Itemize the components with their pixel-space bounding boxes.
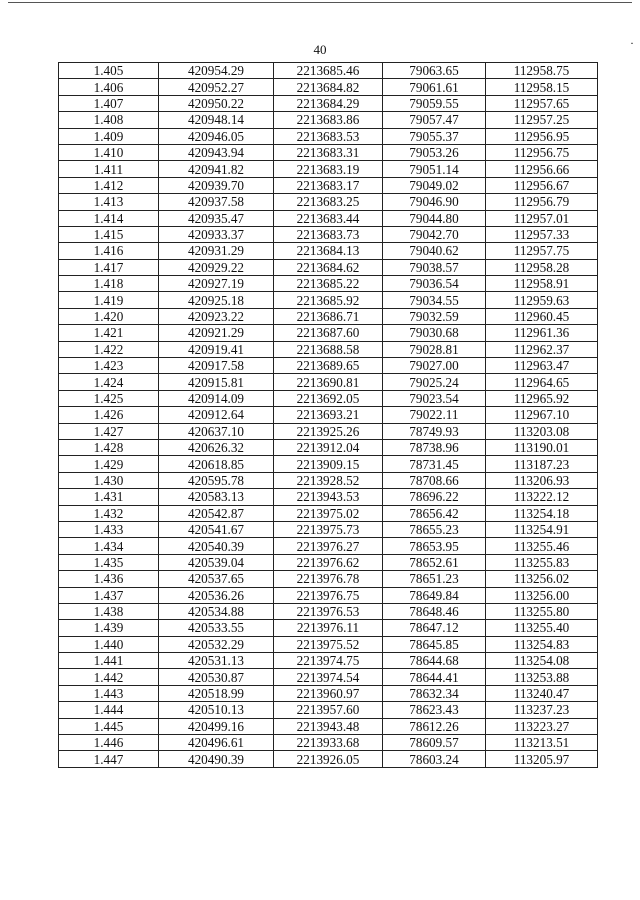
point-number-cell: 1.433 <box>59 521 159 537</box>
y-coordinate-cell: 2213689.65 <box>274 358 383 374</box>
local-y-cell: 113190.01 <box>486 439 598 455</box>
point-number-cell: 1.434 <box>59 538 159 554</box>
table-row <box>59 79 598 95</box>
table-row <box>59 653 598 669</box>
point-number-cell: 1.409 <box>59 128 159 144</box>
y-coordinate-cell: 2213928.52 <box>274 472 383 488</box>
point-number-cell: 1.418 <box>59 276 159 292</box>
point-number-cell: 1.426 <box>59 407 159 423</box>
table-row <box>59 177 598 193</box>
y-coordinate-cell: 2213933.68 <box>274 735 383 751</box>
point-number-cell: 1.437 <box>59 587 159 603</box>
local-y-cell: 113237.23 <box>486 702 598 718</box>
point-number-cell: 1.447 <box>59 751 159 767</box>
local-y-cell: 113203.08 <box>486 423 598 439</box>
point-number-cell: 1.445 <box>59 718 159 734</box>
table-row <box>59 63 598 79</box>
local-y-cell: 112957.25 <box>486 112 598 128</box>
local-y-cell: 112958.75 <box>486 63 598 79</box>
local-x-cell: 78652.61 <box>383 554 486 570</box>
local-x-cell: 79023.54 <box>383 390 486 406</box>
y-coordinate-cell: 2213687.60 <box>274 325 383 341</box>
local-y-cell: 113205.97 <box>486 751 598 767</box>
x-coordinate-cell: 420915.81 <box>159 374 274 390</box>
local-x-cell: 79027.00 <box>383 358 486 374</box>
local-y-cell: 112962.37 <box>486 341 598 357</box>
table-row <box>59 194 598 210</box>
point-number-cell: 1.435 <box>59 554 159 570</box>
local-x-cell: 78645.85 <box>383 636 486 652</box>
point-number-cell: 1.443 <box>59 685 159 701</box>
y-coordinate-cell: 2213688.58 <box>274 341 383 357</box>
local-x-cell: 78647.12 <box>383 620 486 636</box>
x-coordinate-cell: 420919.41 <box>159 341 274 357</box>
y-coordinate-cell: 2213683.19 <box>274 161 383 177</box>
x-coordinate-cell: 420941.82 <box>159 161 274 177</box>
x-coordinate-cell: 420532.29 <box>159 636 274 652</box>
table-row <box>59 685 598 701</box>
point-number-cell: 1.424 <box>59 374 159 390</box>
local-x-cell: 79046.90 <box>383 194 486 210</box>
local-y-cell: 113213.51 <box>486 735 598 751</box>
x-coordinate-cell: 420952.27 <box>159 79 274 95</box>
corner-mark: · <box>630 36 634 50</box>
x-coordinate-cell: 420933.37 <box>159 226 274 242</box>
local-x-cell: 78653.95 <box>383 538 486 554</box>
y-coordinate-cell: 2213912.04 <box>274 439 383 455</box>
point-number-cell: 1.427 <box>59 423 159 439</box>
local-y-cell: 112965.92 <box>486 390 598 406</box>
x-coordinate-cell: 420531.13 <box>159 653 274 669</box>
coordinates-table-body <box>59 63 598 768</box>
x-coordinate-cell: 420542.87 <box>159 505 274 521</box>
table-row <box>59 521 598 537</box>
page-number: 40 <box>313 42 327 57</box>
x-coordinate-cell: 420496.61 <box>159 735 274 751</box>
local-x-cell: 79059.55 <box>383 95 486 111</box>
point-number-cell: 1.440 <box>59 636 159 652</box>
local-y-cell: 112956.95 <box>486 128 598 144</box>
local-y-cell: 113240.47 <box>486 685 598 701</box>
local-x-cell: 79028.81 <box>383 341 486 357</box>
local-x-cell: 79055.37 <box>383 128 486 144</box>
table-row <box>59 112 598 128</box>
local-y-cell: 113254.18 <box>486 505 598 521</box>
local-x-cell: 78632.34 <box>383 685 486 701</box>
x-coordinate-cell: 420931.29 <box>159 243 274 259</box>
local-x-cell: 79036.54 <box>383 276 486 292</box>
local-x-cell: 78651.23 <box>383 571 486 587</box>
y-coordinate-cell: 2213976.78 <box>274 571 383 587</box>
local-x-cell: 78644.68 <box>383 653 486 669</box>
table-row <box>59 571 598 587</box>
x-coordinate-cell: 420533.55 <box>159 620 274 636</box>
local-x-cell: 79053.26 <box>383 144 486 160</box>
table-row <box>59 751 598 767</box>
local-y-cell: 113255.46 <box>486 538 598 554</box>
y-coordinate-cell: 2213976.11 <box>274 620 383 636</box>
point-number-cell: 1.431 <box>59 489 159 505</box>
local-y-cell: 112960.45 <box>486 308 598 324</box>
y-coordinate-cell: 2213690.81 <box>274 374 383 390</box>
table-row <box>59 718 598 734</box>
point-number-cell: 1.414 <box>59 210 159 226</box>
local-y-cell: 113187.23 <box>486 456 598 472</box>
local-y-cell: 113222.12 <box>486 489 598 505</box>
y-coordinate-cell: 2213683.31 <box>274 144 383 160</box>
local-y-cell: 112956.79 <box>486 194 598 210</box>
local-x-cell: 79032.59 <box>383 308 486 324</box>
local-y-cell: 113253.88 <box>486 669 598 685</box>
y-coordinate-cell: 2213684.62 <box>274 259 383 275</box>
y-coordinate-cell: 2213685.22 <box>274 276 383 292</box>
y-coordinate-cell: 2213943.48 <box>274 718 383 734</box>
y-coordinate-cell: 2213943.53 <box>274 489 383 505</box>
table-row <box>59 390 598 406</box>
point-number-cell: 1.405 <box>59 63 159 79</box>
x-coordinate-cell: 420939.70 <box>159 177 274 193</box>
local-x-cell: 79025.24 <box>383 374 486 390</box>
y-coordinate-cell: 2213925.26 <box>274 423 383 439</box>
table-row <box>59 210 598 226</box>
table-row <box>59 472 598 488</box>
y-coordinate-cell: 2213976.75 <box>274 587 383 603</box>
local-x-cell: 79049.02 <box>383 177 486 193</box>
local-x-cell: 78749.93 <box>383 423 486 439</box>
local-x-cell: 79051.14 <box>383 161 486 177</box>
local-x-cell: 79040.62 <box>383 243 486 259</box>
coordinates-table <box>58 62 598 768</box>
x-coordinate-cell: 420935.47 <box>159 210 274 226</box>
x-coordinate-cell: 420912.64 <box>159 407 274 423</box>
local-y-cell: 112958.28 <box>486 259 598 275</box>
point-number-cell: 1.423 <box>59 358 159 374</box>
y-coordinate-cell: 2213976.62 <box>274 554 383 570</box>
table-row <box>59 95 598 111</box>
point-number-cell: 1.411 <box>59 161 159 177</box>
y-coordinate-cell: 2213683.17 <box>274 177 383 193</box>
x-coordinate-cell: 420937.58 <box>159 194 274 210</box>
y-coordinate-cell: 2213683.53 <box>274 128 383 144</box>
point-number-cell: 1.413 <box>59 194 159 210</box>
x-coordinate-cell: 420914.09 <box>159 390 274 406</box>
table-row <box>59 489 598 505</box>
point-number-cell: 1.439 <box>59 620 159 636</box>
point-number-cell: 1.416 <box>59 243 159 259</box>
y-coordinate-cell: 2213683.25 <box>274 194 383 210</box>
point-number-cell: 1.410 <box>59 144 159 160</box>
table-row <box>59 226 598 242</box>
local-x-cell: 79030.68 <box>383 325 486 341</box>
point-number-cell: 1.438 <box>59 603 159 619</box>
point-number-cell: 1.412 <box>59 177 159 193</box>
x-coordinate-cell: 420539.04 <box>159 554 274 570</box>
table-row <box>59 505 598 521</box>
local-y-cell: 113254.08 <box>486 653 598 669</box>
table-row <box>59 538 598 554</box>
table-row <box>59 144 598 160</box>
y-coordinate-cell: 2213975.52 <box>274 636 383 652</box>
y-coordinate-cell: 2213685.46 <box>274 63 383 79</box>
x-coordinate-cell: 420518.99 <box>159 685 274 701</box>
local-y-cell: 113254.91 <box>486 521 598 537</box>
point-number-cell: 1.419 <box>59 292 159 308</box>
x-coordinate-cell: 420499.16 <box>159 718 274 734</box>
y-coordinate-cell: 2213909.15 <box>274 456 383 472</box>
point-number-cell: 1.406 <box>59 79 159 95</box>
table-row <box>59 423 598 439</box>
table-row <box>59 439 598 455</box>
y-coordinate-cell: 2213976.27 <box>274 538 383 554</box>
table-row <box>59 407 598 423</box>
table-row <box>59 128 598 144</box>
local-x-cell: 79061.61 <box>383 79 486 95</box>
local-y-cell: 112958.15 <box>486 79 598 95</box>
local-y-cell: 113255.80 <box>486 603 598 619</box>
y-coordinate-cell: 2213926.05 <box>274 751 383 767</box>
y-coordinate-cell: 2213960.97 <box>274 685 383 701</box>
x-coordinate-cell: 420541.67 <box>159 521 274 537</box>
x-coordinate-cell: 420534.88 <box>159 603 274 619</box>
local-y-cell: 112957.33 <box>486 226 598 242</box>
point-number-cell: 1.441 <box>59 653 159 669</box>
x-coordinate-cell: 420921.29 <box>159 325 274 341</box>
local-y-cell: 112959.63 <box>486 292 598 308</box>
point-number-cell: 1.428 <box>59 439 159 455</box>
x-coordinate-cell: 420536.26 <box>159 587 274 603</box>
x-coordinate-cell: 420510.13 <box>159 702 274 718</box>
local-y-cell: 113206.93 <box>486 472 598 488</box>
y-coordinate-cell: 2213684.82 <box>274 79 383 95</box>
y-coordinate-cell: 2213975.02 <box>274 505 383 521</box>
x-coordinate-cell: 420943.94 <box>159 144 274 160</box>
x-coordinate-cell: 420917.58 <box>159 358 274 374</box>
point-number-cell: 1.415 <box>59 226 159 242</box>
table-row <box>59 636 598 652</box>
local-x-cell: 79063.65 <box>383 63 486 79</box>
x-coordinate-cell: 420583.13 <box>159 489 274 505</box>
point-number-cell: 1.442 <box>59 669 159 685</box>
x-coordinate-cell: 420948.14 <box>159 112 274 128</box>
local-x-cell: 78738.96 <box>383 439 486 455</box>
x-coordinate-cell: 420618.85 <box>159 456 274 472</box>
y-coordinate-cell: 2213974.54 <box>274 669 383 685</box>
x-coordinate-cell: 420929.22 <box>159 259 274 275</box>
local-y-cell: 113256.02 <box>486 571 598 587</box>
local-y-cell: 112964.65 <box>486 374 598 390</box>
local-x-cell: 78612.26 <box>383 718 486 734</box>
point-number-cell: 1.429 <box>59 456 159 472</box>
table-row <box>59 587 598 603</box>
x-coordinate-cell: 420530.87 <box>159 669 274 685</box>
x-coordinate-cell: 420490.39 <box>159 751 274 767</box>
y-coordinate-cell: 2213683.86 <box>274 112 383 128</box>
local-y-cell: 113256.00 <box>486 587 598 603</box>
local-y-cell: 112958.91 <box>486 276 598 292</box>
local-x-cell: 78731.45 <box>383 456 486 472</box>
local-x-cell: 79038.57 <box>383 259 486 275</box>
local-x-cell: 78708.66 <box>383 472 486 488</box>
local-x-cell: 78609.57 <box>383 735 486 751</box>
table-row <box>59 620 598 636</box>
local-y-cell: 113255.83 <box>486 554 598 570</box>
local-x-cell: 78655.23 <box>383 521 486 537</box>
table-row <box>59 456 598 472</box>
local-x-cell: 78696.22 <box>383 489 486 505</box>
local-x-cell: 78603.24 <box>383 751 486 767</box>
y-coordinate-cell: 2213693.21 <box>274 407 383 423</box>
x-coordinate-cell: 420946.05 <box>159 128 274 144</box>
point-number-cell: 1.420 <box>59 308 159 324</box>
local-y-cell: 112963.47 <box>486 358 598 374</box>
local-x-cell: 79022.11 <box>383 407 486 423</box>
table-row <box>59 341 598 357</box>
point-number-cell: 1.421 <box>59 325 159 341</box>
table-row <box>59 702 598 718</box>
table-row <box>59 669 598 685</box>
point-number-cell: 1.436 <box>59 571 159 587</box>
table-row <box>59 735 598 751</box>
y-coordinate-cell: 2213683.73 <box>274 226 383 242</box>
table-row <box>59 325 598 341</box>
local-x-cell: 78644.41 <box>383 669 486 685</box>
table-row <box>59 603 598 619</box>
y-coordinate-cell: 2213684.13 <box>274 243 383 259</box>
local-y-cell: 112961.36 <box>486 325 598 341</box>
local-y-cell: 113255.40 <box>486 620 598 636</box>
point-number-cell: 1.407 <box>59 95 159 111</box>
local-x-cell: 78649.84 <box>383 587 486 603</box>
local-x-cell: 78623.43 <box>383 702 486 718</box>
y-coordinate-cell: 2213974.75 <box>274 653 383 669</box>
x-coordinate-cell: 420954.29 <box>159 63 274 79</box>
y-coordinate-cell: 2213957.60 <box>274 702 383 718</box>
y-coordinate-cell: 2213686.71 <box>274 308 383 324</box>
table-row <box>59 358 598 374</box>
x-coordinate-cell: 420595.78 <box>159 472 274 488</box>
local-y-cell: 112957.01 <box>486 210 598 226</box>
point-number-cell: 1.408 <box>59 112 159 128</box>
local-y-cell: 112956.66 <box>486 161 598 177</box>
y-coordinate-cell: 2213976.53 <box>274 603 383 619</box>
table-row <box>59 374 598 390</box>
x-coordinate-cell: 420925.18 <box>159 292 274 308</box>
table-row <box>59 161 598 177</box>
y-coordinate-cell: 2213683.44 <box>274 210 383 226</box>
point-number-cell: 1.422 <box>59 341 159 357</box>
local-x-cell: 79057.47 <box>383 112 486 128</box>
local-y-cell: 113223.27 <box>486 718 598 734</box>
local-x-cell: 79044.80 <box>383 210 486 226</box>
table-row <box>59 259 598 275</box>
point-number-cell: 1.444 <box>59 702 159 718</box>
x-coordinate-cell: 420540.39 <box>159 538 274 554</box>
local-x-cell: 79034.55 <box>383 292 486 308</box>
y-coordinate-cell: 2213692.05 <box>274 390 383 406</box>
point-number-cell: 1.446 <box>59 735 159 751</box>
point-number-cell: 1.425 <box>59 390 159 406</box>
x-coordinate-cell: 420950.22 <box>159 95 274 111</box>
x-coordinate-cell: 420537.65 <box>159 571 274 587</box>
local-y-cell: 112957.75 <box>486 243 598 259</box>
y-coordinate-cell: 2213685.92 <box>274 292 383 308</box>
local-x-cell: 78648.46 <box>383 603 486 619</box>
local-y-cell: 112967.10 <box>486 407 598 423</box>
local-y-cell: 112956.75 <box>486 144 598 160</box>
local-x-cell: 78656.42 <box>383 505 486 521</box>
x-coordinate-cell: 420626.32 <box>159 439 274 455</box>
point-number-cell: 1.417 <box>59 259 159 275</box>
table-row <box>59 292 598 308</box>
table-row <box>59 276 598 292</box>
point-number-cell: 1.430 <box>59 472 159 488</box>
y-coordinate-cell: 2213684.29 <box>274 95 383 111</box>
local-y-cell: 112956.67 <box>486 177 598 193</box>
point-number-cell: 1.432 <box>59 505 159 521</box>
table-row <box>59 308 598 324</box>
y-coordinate-cell: 2213975.73 <box>274 521 383 537</box>
x-coordinate-cell: 420923.22 <box>159 308 274 324</box>
table-row <box>59 554 598 570</box>
page-top-border <box>8 2 632 3</box>
x-coordinate-cell: 420637.10 <box>159 423 274 439</box>
table-row <box>59 243 598 259</box>
x-coordinate-cell: 420927.19 <box>159 276 274 292</box>
local-y-cell: 113254.83 <box>486 636 598 652</box>
local-x-cell: 79042.70 <box>383 226 486 242</box>
local-y-cell: 112957.65 <box>486 95 598 111</box>
